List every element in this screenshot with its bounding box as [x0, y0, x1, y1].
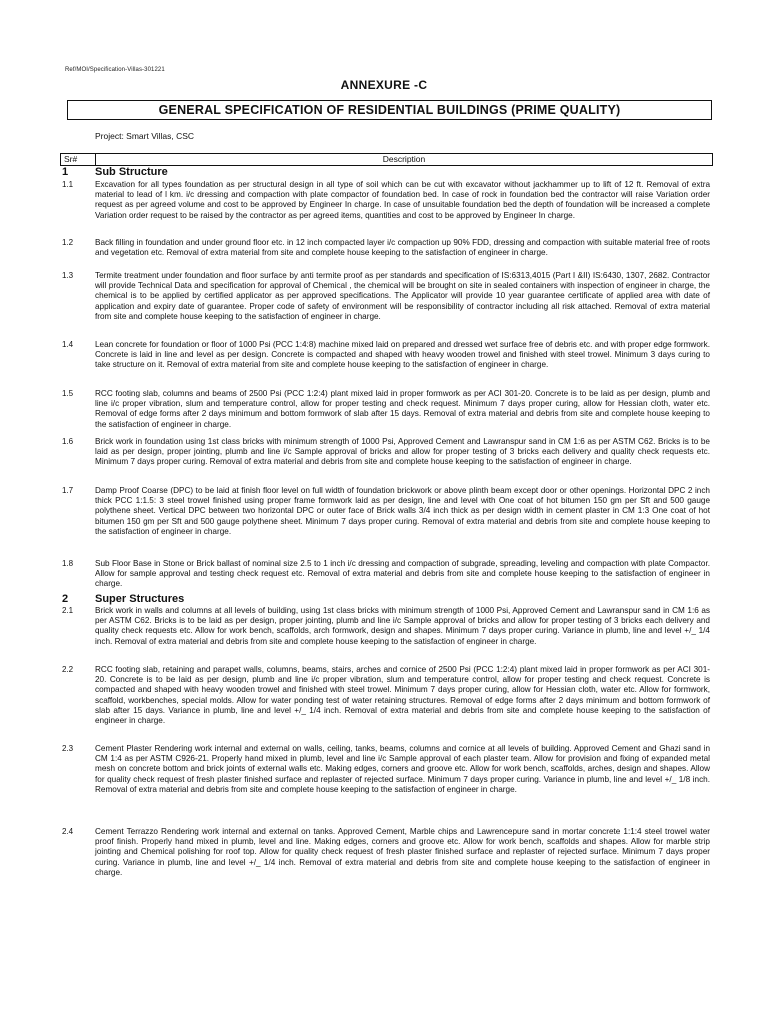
spec-item: [62, 665, 710, 726]
project-label: Project: Smart Villas, CSC: [95, 131, 195, 141]
item-description: Cement Plaster Rendering work internal and external on walls, ceiling, tanks, beams, columns and cornice at all levels of building. Approved Cement and Ghazi sand in CM 1:4 as per ASTM C926-21. Properly hand mixed in plumb, level and line i/c Sample approval of each plaster team. Allow for provision and fixing of expanded metal mesh on concrete bottom and brick joints of external walls etc. Making edges, corners and groove etc. Allow for work bench, scaffolds, arches, design and shapes. Allow for quality check request of fresh plaster finished surface and replaster of rejected surface. Minimum 7 days proper curing. Variance in plumb, line and level +/_ 1/8 inch. Removal of extra material and debris from site and complete house keeping to the satisfaction of engineer in charge.: [95, 744, 710, 794]
item-description: Lean concrete for foundation or floor of 1000 Psi (PCC 1:4:8) machine mixed laid on prepared and dressed wet surface free of debris etc. and with proper edge formwork. Concrete is laid in line and level as per design. Concrete is compacted and shaped with heavy wooden trowel and finished with steel trowel. Minimum 3 days curing to take structure on it. Removal of extra material from site and complete house keeping to the satisfaction of engineer in charge.: [95, 340, 710, 370]
spec-item: [62, 486, 710, 537]
document-title-text: GENERAL SPECIFICATION OF RESIDENTIAL BUILDINGS (PRIME QUALITY): [158, 103, 621, 117]
item-description: RCC footing slab, retaining and parapet walls, columns, beams, stairs, arches and cornice of 2500 Psi (PCC 1:2:4) plant mixed laid in proper formwork as per ACI 301-20. Concrete is to be laid as per design, plumb and line i/c proper vibration, slum and temperature control, allow for proper testing and check request. Concrete is compacted and shaped with heavy wooden trowel and finished with steel trowel. Minimum 7 days proper curing, allow for Hessian cloth, water etc. Allow for formwork, scaffold, workbenches, special molds. Allow for water ponding test of water retaining structures. Removal of edge forms after 2 days minimum and bottom formwork of slab after 15 days. Variance in plumb, line and level +/_ 1/4 inch. Removal of extra material and debris from site and complete house keeping to the satisfaction of engineer in charge.: [95, 665, 710, 726]
section-number: 1: [62, 166, 69, 178]
item-description: Brick work in foundation using 1st class bricks with minimum strength of 1000 Psi, Approved Cement and Lawranspur sand in CM 1:6 as per ASTM C62. Bricks is to be laid as per design, proper jointing, plumb and line i/c Sample approval of bricks and allow for proper testing of 3 bricks each delivery and quality check requests etc. Minimum 7 days proper curing. Removal of extra material and debris from site and complete house keeping to the satisfaction of engineer in charge.: [95, 437, 710, 467]
item-number: 2.1: [62, 606, 74, 615]
section-title: Sub Structure: [95, 166, 168, 178]
item-number: 1.4: [62, 340, 74, 349]
table-header: [60, 153, 713, 166]
item-number: 1.8: [62, 559, 74, 568]
item-number: 1.3: [62, 271, 74, 280]
document-reference: Ref/MOI/Specification-Villas-301221: [65, 67, 165, 73]
spec-item: [62, 744, 710, 795]
spec-item: [62, 437, 710, 468]
item-number: 2.2: [62, 665, 74, 674]
item-description: Cement Terrazzo Rendering work internal and external on tanks. Approved Cement, Marble chips and Lawrencepure sand in mortar concrete 1:1:4 steel trowel water proof finish. Properly hand mixed in plumb, level and line. Making edges, corners and groove etc. Allow for work bench, scaffolds and shapes. Allow for marble strip jointing and Chemical polishing for roof top. Allow for quality check request of fresh plaster finished surface and replaster of rejected surface. Minimum 7 days proper curing. Variance in plumb, line and level +/_ 1/4 inch. Removal of extra material and debris from site and complete house keeping to the satisfaction of engineer in charge.: [95, 827, 710, 877]
item-number: 1.7: [62, 486, 74, 495]
spec-item: [62, 827, 710, 878]
spec-item: [62, 559, 710, 590]
section-title: Super Structures: [95, 593, 185, 605]
spec-item: [62, 238, 710, 258]
spec-item: [62, 340, 710, 371]
item-number: 1.2: [62, 238, 74, 247]
section-number: 2: [62, 593, 69, 605]
item-description: Termite treatment under foundation and floor surface by anti termite proof as per standards and specification of IS:6313,4015 (Part I &II) IS:6430, 1307, 2682. Contractor will provide Technical Data and specification for approval of Chemical , the chemical will be brought on site in sealed containers with inspection of engineer in charge, the chemical is to be applied by certified applicator as per approved specifications. The Applicator will provide 10 year guarantee certificate of applied area with date of application and expiry date of guarantee. Proper code of safety of environment will be responsibility of contractor including all risk attached. Removal of extra material from site and complete house keeping to the satisfaction of engineer in charge.: [95, 271, 710, 321]
item-number: 1.5: [62, 389, 74, 398]
spec-item: [62, 180, 710, 221]
item-description: Damp Proof Coarse (DPC) to be laid at finish floor level on full width of foundation brickwork or above plinth beam except door or other openings. Horizontal DPC 2 inch thick PCC 1:1.5: 3 steel trowel finished using proper frame formwork laid as per design, line and level with One coat of hot bitumen 150 gm per Sft and 500 gauge polythene sheet. Vertical DPC between two horizontal DPC or outer face of Brick walls 3/4 inch thick as per design width in cement plaster in CM 1:3 One coat of hot bitumen 150 gm per Sft and 500 gauge polythene sheet. Minimum 7 days proper curing. Removal of extra material and debris from site and complete house keeping to the satisfaction of engineer in charge.: [95, 486, 710, 536]
item-number: 2.4: [62, 827, 74, 836]
item-description: RCC footing slab, columns and beams of 2500 Psi (PCC 1:2:4) plant mixed laid in proper formwork as per ACI 301-20. Concrete is to be laid as per design, plumb and line i/c proper vibration, slum and temperature control, allow for proper testing and check request. Minimum 7 days proper curing, allow for Hessian cloth, water etc. Removal of edge forms after 2 days minimum and bottom formwork of slab after 15 days. Removal of extra material and debris from site and complete house keeping to the satisfaction of engineer in charge.: [95, 389, 710, 429]
section-heading: [62, 593, 184, 605]
description-column-header: Description: [382, 154, 426, 164]
section-heading: [62, 166, 168, 178]
document-title: [67, 100, 712, 120]
item-number: 2.3: [62, 744, 74, 753]
item-description: Excavation for all types foundation as per structural design in all type of soil which can be cut with excavator without jackhammer up to lift of 12 ft. Removal of extra material to lead of l km. i/c dressing and compaction with plate compactor of foundation bed. In case of rock in foundation bed the contractor will raise Variation order request as per agreed volume and cost to be approved by Engineer In charge. In case of unsuitable foundation bed the depth of foundation will be increased a complete Variation order request to be raised by the contractor as per agreed items, quantities and cost to be approved by Engineer In charge.: [95, 180, 710, 220]
item-description: Brick work in walls and columns at all levels of building, using 1st class bricks with minimum strength of 1000 Psi, Approved Cement and Lawranspur sand in CM 1:6 as per ASTM C62. Bricks is to be laid as per design, proper jointing, plumb and line i/c Sample approval of bricks and allow for proper testing of 3 bricks each delivery and quality check requests etc. Allow for work bench, scaffolds, arch formwork, design and shapes. Minimum 7 days proper curing. Variance in plumb, line and level +/_ 1/4 inch. Removal of extra material and debris from site and complete house keeping to the satisfaction of engineer in charge.: [95, 606, 710, 646]
item-number: 1.1: [62, 180, 74, 189]
item-description: Sub Floor Base in Stone or Brick ballast of nominal size 2.5 to 1 inch i/c dressing and compaction of subgrade, spreading, leveling and compaction with plate Compactor. Allow for sample approval and testing check request etc. Removal of extra material and debris from site and complete house keeping to the satisfaction of engineer in charge.: [95, 559, 710, 589]
sr-column-header: Sr#: [61, 154, 96, 165]
annexure-heading: ANNEXURE -C: [340, 78, 428, 92]
item-number: 1.6: [62, 437, 74, 446]
spec-item: [62, 606, 710, 647]
spec-item: [62, 271, 710, 322]
item-description: Back filling in foundation and under ground floor etc. in 12 inch compacted layer i/c compaction up 90% FDD, dressing and compaction with suitable material free of roots and vegetation etc. Removal of extra material from site and complete house keeping to the satisfaction of engineer in charge.: [95, 238, 710, 258]
spec-item: [62, 389, 710, 430]
